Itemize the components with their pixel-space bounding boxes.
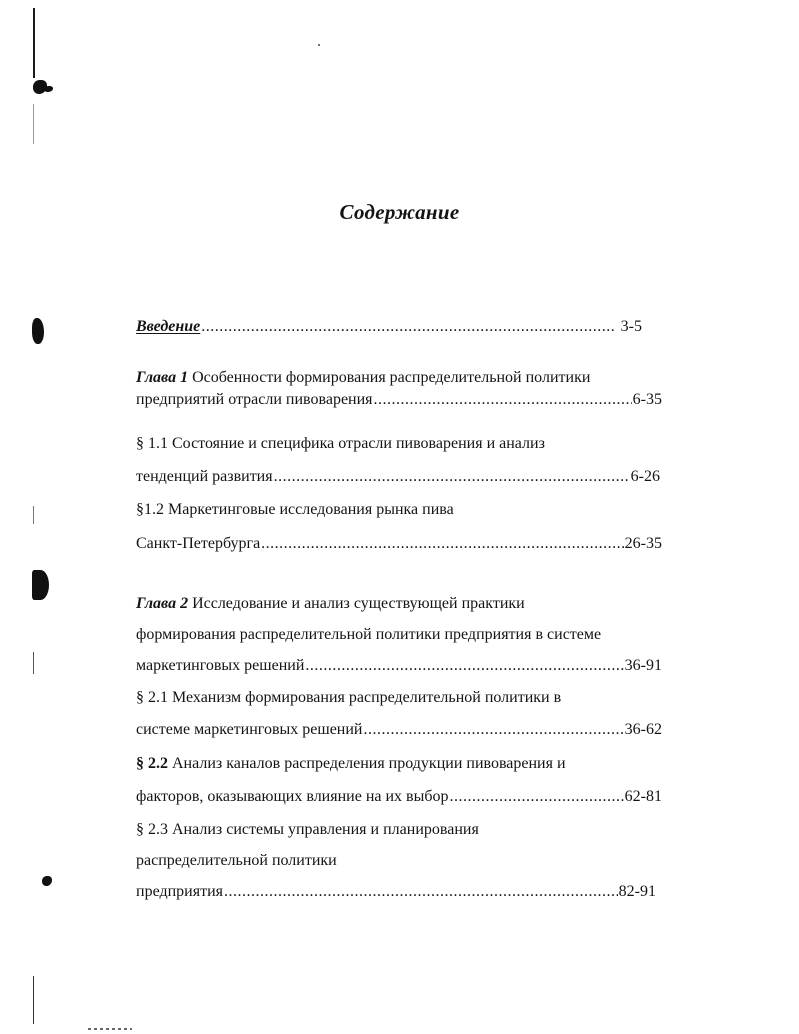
toc-chapter2-heading xyxy=(136,594,525,614)
toc-chapter2-pages: 36-91 xyxy=(624,657,662,674)
toc-section-1-2 xyxy=(136,500,454,520)
toc-section-pages: 62-81 xyxy=(624,788,662,805)
toc-chapter1-pages: 6-35 xyxy=(632,391,662,408)
toc-section-title-line2: Санкт-Петербурга xyxy=(136,535,261,552)
toc-section-pages: 26-35 xyxy=(624,535,662,552)
toc-section-title-line2: распределительной политики xyxy=(136,852,337,869)
toc-chapter1-title-line2: предприятий отрасли пивоварения xyxy=(136,391,373,408)
toc-section-2-3 xyxy=(136,820,479,840)
toc-section-title-line1: Механизм формирования распределительной политики в xyxy=(172,689,562,706)
toc-leader-dots xyxy=(261,534,624,554)
toc-section-title-line1: Маркетинговые исследования рынка пива xyxy=(168,501,454,518)
toc-section-number: § 1.1 xyxy=(136,435,168,452)
toc-section-title-line2: факторов, оказывающих влияние на их выбор xyxy=(136,788,449,805)
toc-section-1-1 xyxy=(136,434,545,454)
toc-section-title-line1: Состояние и специфика отрасли пивоварения и анализ xyxy=(172,435,545,452)
toc-leader-dots xyxy=(305,656,623,676)
toc-intro-label: Введение xyxy=(136,318,201,335)
toc-leader-dots xyxy=(201,317,616,337)
toc-chapter2-title-line3-row xyxy=(136,656,662,676)
toc-section-pages: 82-91 xyxy=(618,883,656,900)
toc-section-2-2 xyxy=(136,754,566,774)
toc-section-pages: 6-26 xyxy=(630,468,660,485)
toc-leader-dots xyxy=(274,467,630,487)
toc-section-pages: 36-62 xyxy=(624,721,662,738)
toc-section-title-line2: тенденций развития xyxy=(136,468,273,485)
toc-section-title-line3: предприятия xyxy=(136,883,223,900)
toc-chapter2-label: Глава 2 xyxy=(136,595,189,612)
toc-section-2-1 xyxy=(136,688,561,708)
toc-chapter2-title-line2: формирования распределительной политики предприятия в системе xyxy=(136,626,602,643)
toc-section-2-1-row xyxy=(136,720,662,740)
toc-section-1-2-row xyxy=(136,534,662,554)
toc-chapter1-label: Глава 1 xyxy=(136,369,189,386)
toc-chapter2-title-line3: маркетинговых решений xyxy=(136,657,305,674)
page-title: Содержание xyxy=(339,200,460,224)
toc-section-number: § 2.1 xyxy=(136,689,168,706)
toc-chapter2-title-line1: Исследование и анализ существующей практики xyxy=(192,595,525,612)
toc-section-2-2-row xyxy=(136,787,662,807)
toc-entry-intro xyxy=(136,317,642,337)
toc-section-title-line1: Анализ каналов распределения продукции пивоварения и xyxy=(172,755,566,772)
toc-intro-pages: 3-5 xyxy=(620,318,642,335)
toc-section-title-line1: Анализ системы управления и планирования xyxy=(172,821,479,838)
toc-leader-dots xyxy=(363,720,623,740)
toc-section-number: § 2.2 xyxy=(136,755,168,772)
toc-section-title-line2: системе маркетинговых решений xyxy=(136,721,363,738)
toc-leader-dots xyxy=(450,787,624,807)
toc-leader-dots xyxy=(374,390,632,410)
toc-leader-dots xyxy=(224,882,618,902)
toc-section-number: §1.2 xyxy=(136,501,164,518)
toc-section-number: § 2.3 xyxy=(136,821,168,838)
toc-chapter1-title-line1: Особенности формирования распределительной политики xyxy=(192,369,591,386)
toc-section-2-3-row xyxy=(136,882,656,902)
toc-chapter1-heading xyxy=(136,368,590,388)
toc-section-1-1-row xyxy=(136,467,660,487)
toc-chapter1-title-line2-row xyxy=(136,390,662,410)
